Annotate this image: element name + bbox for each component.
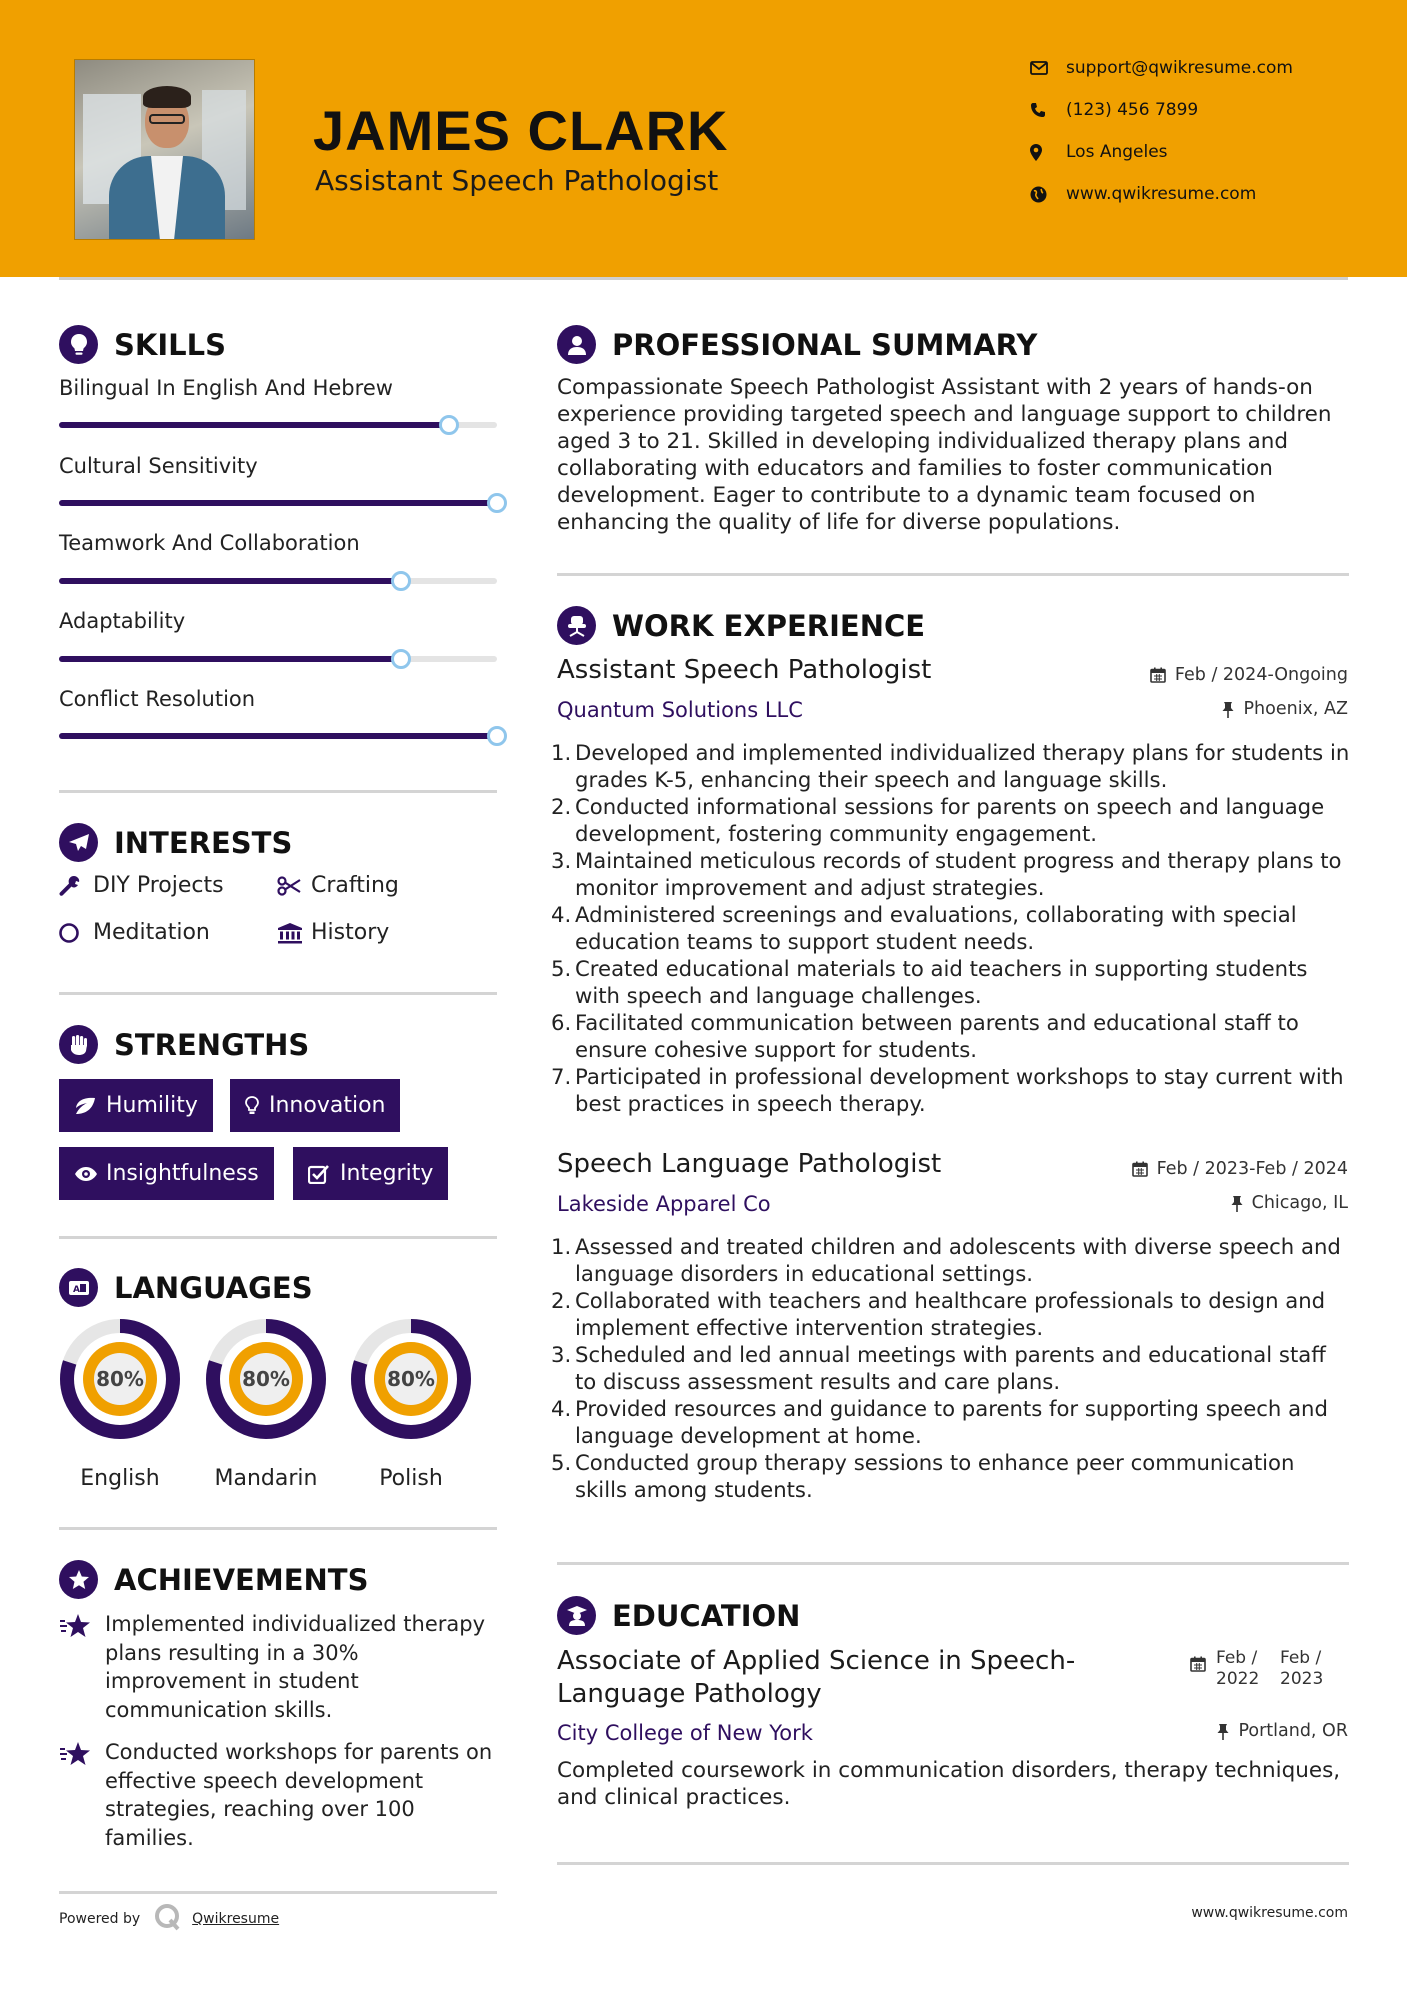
candidate-title: Assistant Speech Pathologist <box>315 164 719 197</box>
skill-bar <box>59 578 497 584</box>
interest-item: Crafting <box>277 873 399 898</box>
skill-knob <box>391 571 411 591</box>
interest-item: History <box>277 920 389 945</box>
section-divider <box>59 1527 497 1530</box>
skill-label: Conflict Resolution <box>59 687 256 711</box>
language-item <box>59 1318 181 1491</box>
skill-label: Teamwork And Collaboration <box>59 531 360 555</box>
skill-knob <box>487 493 507 513</box>
star-icon <box>59 1610 105 1724</box>
pushpin-icon <box>1222 701 1234 718</box>
degree-title: Associate of Applied Science in Speech-Language Pathology <box>557 1646 1076 1709</box>
language-percent: 80% <box>96 1367 144 1391</box>
skill-knob <box>391 649 411 669</box>
calendar-icon <box>1150 667 1166 683</box>
resume-header <box>0 0 1407 277</box>
strength-badge: Innovation <box>230 1079 400 1132</box>
job-title: Speech Language Pathologist <box>557 1149 942 1179</box>
language-item <box>205 1318 327 1491</box>
education-heading: EDUCATION <box>557 1596 800 1635</box>
languages-heading: A LANGUAGES <box>59 1268 313 1307</box>
user-icon <box>557 325 596 364</box>
bullet-item: 3. Scheduled and led annual meetings with parents and educational staff to discuss assessment results and care plans. <box>551 1342 1326 1394</box>
translate-icon <box>59 1268 98 1307</box>
summary-heading: PROFESSIONAL SUMMARY <box>557 325 1037 364</box>
language-name: Mandarin <box>214 1466 318 1491</box>
skill-label: Bilingual In English And Hebrew <box>59 376 393 400</box>
achievements-heading: ACHIEVEMENTS <box>59 1560 368 1599</box>
envelope-icon <box>1030 58 1066 78</box>
contact-phone[interactable]: (123) 456 7899 <box>1030 100 1360 120</box>
circle-icon <box>59 921 93 945</box>
section-divider <box>557 1862 1349 1865</box>
skill-bar <box>59 733 497 739</box>
section-divider <box>59 992 497 995</box>
qwikresume-logo <box>154 1903 182 1935</box>
job-bullets <box>551 1233 1351 1503</box>
interests-heading: INTERESTS <box>59 823 292 862</box>
language-item <box>350 1318 472 1491</box>
contact-website[interactable]: www.qwikresume.com <box>1030 184 1360 204</box>
profile-photo <box>74 59 255 240</box>
school-name: City College of New York <box>557 1721 813 1745</box>
job-dates: Feb / 2024-Ongoing <box>1150 665 1348 685</box>
skill-bar <box>59 422 497 428</box>
achievement-item: Conducted workshops for parents on effective speech development strategies, reaching over 100 families. <box>59 1738 499 1852</box>
contact-email[interactable]: support@qwikresume.com <box>1030 58 1360 78</box>
skill-knob <box>439 415 459 435</box>
language-ring <box>350 1318 472 1440</box>
lightbulb-icon <box>245 1094 269 1118</box>
strength-badge: Integrity <box>293 1147 448 1200</box>
pushpin-icon <box>1231 1195 1243 1212</box>
interest-item: Meditation <box>59 920 210 945</box>
graduate-icon <box>557 1596 596 1635</box>
education-location: Portland, OR <box>1217 1721 1348 1741</box>
leaf-icon <box>74 1094 106 1118</box>
education-start-date: Feb / 2022 <box>1216 1648 1260 1689</box>
language-name: Polish <box>379 1466 443 1491</box>
skill-bar <box>59 656 497 662</box>
bullet-item: 2. Conducted informational sessions for parents on speech and language development, fostering community engagement. <box>551 794 1325 846</box>
svg-text:A: A <box>72 1284 80 1295</box>
job-title: Assistant Speech Pathologist <box>557 655 932 685</box>
education-dates <box>1190 1648 1338 1690</box>
job-dates: Feb / 2023-Feb / 2024 <box>1132 1159 1348 1179</box>
language-ring <box>205 1318 327 1440</box>
scissors-icon <box>277 874 311 898</box>
powered-by: Powered by Qwikresume <box>59 1903 279 1935</box>
section-divider <box>59 1891 497 1894</box>
eye-icon <box>74 1162 106 1186</box>
education-end-date: Feb / 2023 <box>1280 1648 1324 1689</box>
bullet-item: 1. Assessed and treated children and adolescents with diverse speech and language disorders in educational settings. <box>551 1234 1341 1286</box>
bullet-item: 3. Maintained meticulous records of student progress and therapy plans to monitor improvement and adjust strategies. <box>551 848 1342 900</box>
interest-item: DIY Projects <box>59 873 224 898</box>
lightbulb-icon <box>59 325 98 364</box>
wrench-icon <box>59 874 93 898</box>
bullet-item: 4. Administered screenings and evaluations, collaborating with special education teams to support student needs. <box>551 902 1297 954</box>
language-percent: 80% <box>387 1367 435 1391</box>
bullet-item: 5. Conducted group therapy sessions to enhance peer communication skills among students. <box>551 1450 1295 1502</box>
calendar-icon <box>1190 1648 1216 1690</box>
strength-badge: Humility <box>59 1079 213 1132</box>
qwikresume-link[interactable]: Qwikresume <box>192 1911 280 1927</box>
museum-icon <box>277 921 311 945</box>
footer-url[interactable]: www.qwikresume.com <box>1191 1905 1348 1921</box>
summary-text: Compassionate Speech Pathologist Assistant with 2 years of hands-on experience providing targeted speech and language support to children aged 3 to 21. Skilled in developing individualized therapy plans and collaborating with educators and families to foster communication development. Eager to contribute to a dynamic team focused on enhancing the quality of life for diverse populations. <box>557 375 1332 535</box>
language-name: English <box>80 1466 160 1491</box>
job-bullets <box>551 739 1351 1117</box>
calendar-icon <box>1132 1161 1148 1177</box>
job-location: Chicago, IL <box>1231 1193 1348 1213</box>
language-ring <box>59 1318 181 1440</box>
paper-plane-icon <box>59 823 98 862</box>
skill-knob <box>487 726 507 746</box>
bullet-item: 6. Facilitated communication between parents and educational staff to ensure cohesive support for students. <box>551 1010 1299 1062</box>
company-name: Quantum Solutions LLC <box>557 698 803 722</box>
phone-icon <box>1030 100 1066 120</box>
header-divider <box>59 277 1348 280</box>
bullet-item: 5. Created educational materials to aid teachers in supporting students with speech and language challenges. <box>551 956 1308 1008</box>
strength-badge: Insightfulness <box>59 1147 274 1200</box>
experience-heading: WORK EXPERIENCE <box>557 606 925 645</box>
skill-bar <box>59 500 497 506</box>
bullet-item: 2. Collaborated with teachers and healthcare professionals to design and implement effective intervention strategies. <box>551 1288 1326 1340</box>
skill-label: Adaptability <box>59 609 186 633</box>
education-description: Completed coursework in communication disorders, therapy techniques, and clinical practices. <box>557 1758 1341 1810</box>
star-badge-icon <box>59 1560 98 1599</box>
bullet-item: 4. Provided resources and guidance to parents for supporting speech and language development at home. <box>551 1396 1328 1448</box>
check-square-icon <box>308 1162 340 1186</box>
contact-location: Los Angeles <box>1030 142 1360 162</box>
globe-icon <box>1030 184 1066 204</box>
office-chair-icon <box>557 606 596 645</box>
candidate-name: JAMES CLARK <box>313 99 729 162</box>
skills-heading: SKILLS <box>59 325 226 364</box>
section-divider <box>59 1236 497 1239</box>
job-location: Phoenix, AZ <box>1222 699 1348 719</box>
fist-icon <box>59 1025 98 1064</box>
company-name: Lakeside Apparel Co <box>557 1192 771 1216</box>
star-icon <box>59 1738 105 1852</box>
bullet-item: 7. Participated in professional development workshops to stay current with best practices in speech therapy. <box>551 1064 1344 1116</box>
skill-label: Cultural Sensitivity <box>59 454 258 478</box>
strengths-heading: STRENGTHS <box>59 1025 309 1064</box>
section-divider <box>59 790 497 793</box>
bullet-item: 1. Developed and implemented individualized therapy plans for students in grades K-5, enhancing their speech and language skills. <box>551 740 1350 792</box>
section-divider <box>557 573 1349 576</box>
section-divider <box>557 1562 1349 1565</box>
achievement-item: Implemented individualized therapy plans resulting in a 30% improvement in student communication skills. <box>59 1610 499 1724</box>
pushpin-icon <box>1217 1723 1229 1740</box>
language-percent: 80% <box>242 1367 290 1391</box>
map-pin-icon <box>1030 142 1066 162</box>
